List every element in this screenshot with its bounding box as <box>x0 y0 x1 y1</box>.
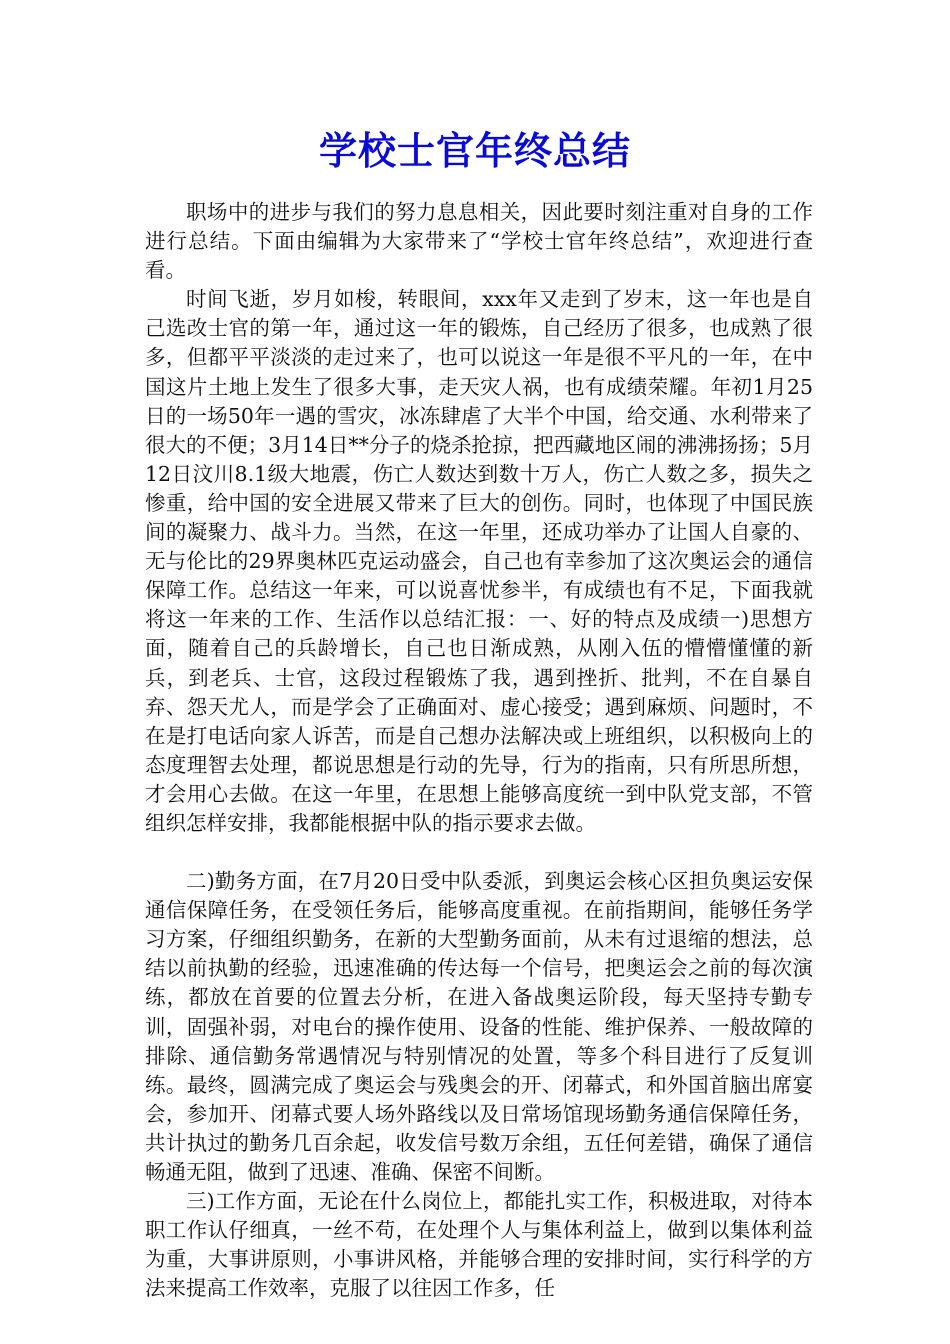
paragraph-duty: 二)勤务方面，在7月20日受中队委派，到奥运会核心区担负奥运安保通信保障任务，在受领任务后，能够高度重视。在前指期间，能够任务学习方案，仔细组织勤务，在新的大型勤务面前，从未有过退缩的想法，总结以前执勤的经验，迅速准确的传达每一个信号，把奥运会之前的每次演练，都放在首要的位置去分析，在进入备战奥运阶段，每天坚持专勤专训，固强补弱，对电台的操作使用、设备的性能、维护保养、一般故障的排除、通信勤务常遇情况与特别情况的处置，等多个科目进行了反复训练。最终，圆满完成了奥运会与残奥会的开、闭幕式，和外国首脑出席宴会，参加开、闭幕式要人场外路线以及日常场馆现场勤务通信保障任务，共计执过的勤务几百余起，收发信号数万余组，五任何差错，确保了通信畅通无阻，做到了迅速、准确、保密不间断。 <box>145 869 813 1184</box>
document-body <box>145 198 813 1303</box>
document-title: 学校士官年终总结 <box>318 129 631 173</box>
paragraph-intro: 职场中的进步与我们的努力息息相关，因此要时刻注重对自身的工作进行总结。下面由编辑为大家带来了“学校士官年终总结”，欢迎进行查看。 <box>145 200 813 283</box>
paragraph-work: 三)工作方面，无论在什么岗位上，都能扎实工作，积极进取，对待本职工作认仔细真，一丝不苟，在处理个人与集体利益上，做到以集体利益为重，大事讲原则，小事讲风格，并能够合理的安排时间，实行科学的方法来提高工作效率，克服了以往因工作多，任 <box>145 1189 813 1301</box>
paragraph-spacer <box>145 838 813 867</box>
paragraph-overview: 时间飞逝，岁月如梭，转眼间，xxx年又走到了岁末，这一年也是自己选改士官的第一年，通过这一年的锻炼，自己经历了很多，也成熟了很多，但都平平淡淡的走过来了，也可以说这一年是很不平凡的一年，在中国这片土地上发生了很多大事，走天灾人祸，也有成绩荣耀。年初1月25日的一场50年一遇的雪灾，冰冻肆虐了大半个中国，给交通、水利带来了很大的不便；3月14日**分子的烧杀抢掠，把西藏地区闹的沸沸扬扬；5月12日汶川8.1级大地震，伤亡人数达到数十万人，伤亡人数之多，损失之惨重，给中国的安全进展又带来了巨大的创伤。同时，也体现了中国民族间的凝聚力、战斗力。当然，在这一年里，还成功举办了让国人自豪的、无与伦比的29界奥林匹克运动盛会，自己也有幸参加了这次奥运会的通信保障工作。总结这一年来，可以说喜忧参半，有成绩也有不足，下面我就将这一年来的工作、生活作以总结汇报：一、好的特点及成绩一)思想方面，随着自己的兵龄增长，自己也日渐成熟，从刚入伍的懵懵懂懂的新兵，到老兵、士官，这段过程锻炼了我，遇到挫折、批判，不在自暴自弃、怨天尤人，而是学会了正确面对、虚心接受；遇到麻烦、问题时，不在是打电话向家人诉苦，而是自己想办法解决或上班组织，以积极向上的态度理智去处理，都说思想是行动的先导，行为的指南，只有所思所想，才会用心去做。在这一年里，在思想上能够高度统一到中队党支部，不管组织怎样安排，我都能根据中队的指示要求去做。 <box>145 287 813 835</box>
